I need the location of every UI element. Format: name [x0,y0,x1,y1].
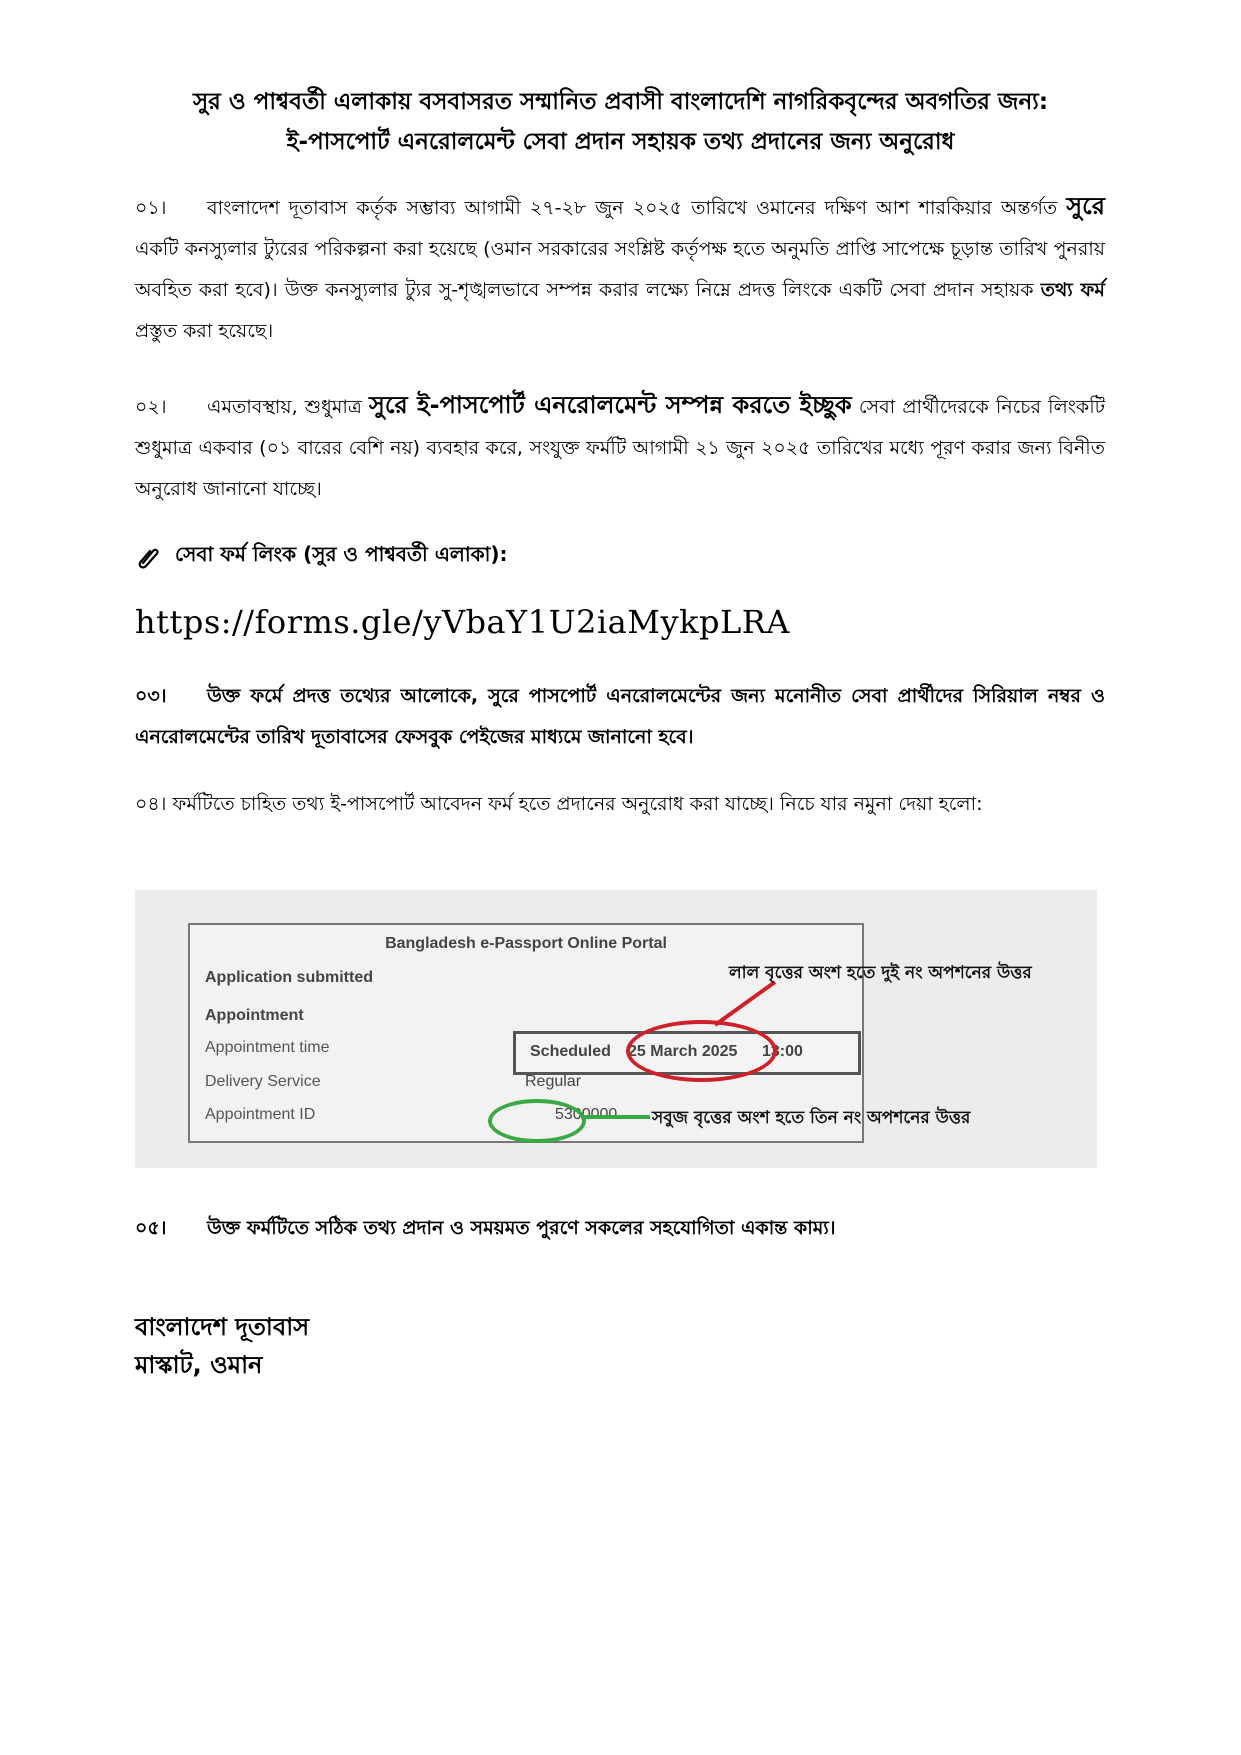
red-annotation-text: লাল বৃত্তের অংশ হতে দুই নং অপশনের উত্তর [729,963,1032,983]
sample-portal-screenshot [135,890,1097,1168]
form-link-url[interactable]: https://forms.gle/yVbaY1U2iaMykpLRA [135,603,790,641]
paragraph-number: ০৫। [135,1217,167,1239]
paragraph-04 [135,784,1105,825]
green-annotation-text: সবুজ বৃত্তের অংশ হতে তিন নং অপশনের উত্তর [652,1108,971,1128]
emphasis-eligibility: সুরে ই-পাসপোর্ট এনরোলমেন্ট সম্পন্ন করতে ইচ্ছুক [369,391,852,419]
form-link-label-text: সেবা ফর্ম লিংক (সুর ও পাশ্ববর্তী এলাকা): [175,542,508,566]
paragraph-text: এমতাবস্থায়, শুধুমাত্র [207,396,362,418]
paragraph-01 [135,186,1105,352]
portal-title: Bangladesh e-Passport Online Portal [385,935,667,952]
signature-line-1: বাংলাদেশ দূতাবাস [135,1313,310,1341]
appointment-time-label: Appointment time [205,1039,330,1056]
paragraph-text: ০৪। ফর্মটিতে চাহিত তথ্য ই-পাসপোর্ট আবেদন ফর্ম হতে প্রদানের অনুরোধ করা যাচ্ছে। নিচে যার নমুনা দেয়া হলো: [135,793,983,815]
paragraph-text: উক্ত ফর্মটিতে সঠিক তথ্য প্রদান ও সময়মত পুরণে সকলের সহযোগিতা একান্ত কাম্য। [207,1217,836,1239]
notice-title-line-2: ই-পাসপোর্ট এনরোলমেন্ট সেবা প্রদান সহায়ক তথ্য প্রদানের জন্য অনুরোধ [286,129,955,155]
paragraph-text: উক্ত ফর্মে প্রদত্ত তথ্যের আলোকে, সুরে পাসপোর্ট এনরোলমেন্টের জন্য মনোনীত সেবা প্রার্থীদের সিরিয়াল নম্বর ও এনরোলমেন্টের তারিখ দূতাবাসের ফেসবুক পেইজের মাধ্যমে জানানো হবে। [135,685,1105,748]
paragraph-number: ০৩। [135,685,167,707]
application-submitted-label: Application submitted [205,969,373,986]
appointment-label: Appointment [205,1007,304,1024]
delivery-service-label: Delivery Service [205,1073,321,1090]
signature-line-2: মাস্কাট, ওমান [135,1351,263,1379]
paragraph-number: ০১। [135,197,167,219]
appointment-date: 25 March 2025 [628,1043,738,1060]
paragraph-05 [135,1208,1105,1249]
paragraph-text: সেবা প্রার্থীদেরকে নিচের লিংকটি শুধুমাত্র একবার (০১ বারের বেশি নয়) ব্যবহার করে, সংযুক্ত ফর্মটি আগামী ২১ জুন ২০২৫ তারিখের মধ্যে পূরণ করার জন্য বিনীত অনুরোধ জানানো যাচ্ছে। [135,396,1106,500]
emphasis-form: তথ্য ফর্ম [1040,279,1105,301]
scheduled-label: Scheduled [530,1043,611,1060]
delivery-service-value: Regular [525,1073,582,1090]
appointment-id-value: 5300000 [555,1106,618,1123]
appointment-id-label: Appointment ID [205,1106,316,1123]
paperclip-icon [135,544,161,570]
red-pointer-line [715,982,775,1025]
notice-title-line-1: সুর ও পাশ্ববর্তী এলাকায় বসবাসরত সম্মানিত প্রবাসী বাংলাদেশি নাগরিকবৃন্দের অবগতির জন্য: [192,89,1049,115]
paragraph-text: বাংলাদেশ দূতাবাস কর্তৃক সম্ভাব্য আগামী ২৭-২৮ জুন ২০২৫ তারিখে ওমানের দক্ষিণ আশ শারকিয়ার অন্তর্গত [207,197,1058,219]
paragraph-02 [135,385,1105,510]
form-link-label [135,540,508,573]
signature-block [135,1308,309,1384]
paragraph-number: ০২। [135,396,167,418]
paragraph-text: প্রস্তুত করা হয়েছে। [135,320,274,342]
paragraph-text: একটি কনস্যুলার ট্যুরের পরিকল্পনা করা হয়েছে (ওমান সরকারের সংশ্লিষ্ট কর্তৃপক্ষ হতে অনুমতি প্রাপ্তি সাপেক্ষে চূড়ান্ত তারিখ পুনরায় অবহিত করা হবে)। উক্ত কনস্যুলার ট্যুর সু-শৃঙ্খলভাবে সম্পন্ন করার লক্ষ্যে নিম্নে প্রদত্ত লিংকে একটি সেবা প্রদান সহায়ক [135,238,1105,301]
appointment-time-value: 13:00 [762,1043,803,1060]
paragraph-03 [135,676,1105,758]
emphasis-location: সুরে [1066,192,1105,220]
